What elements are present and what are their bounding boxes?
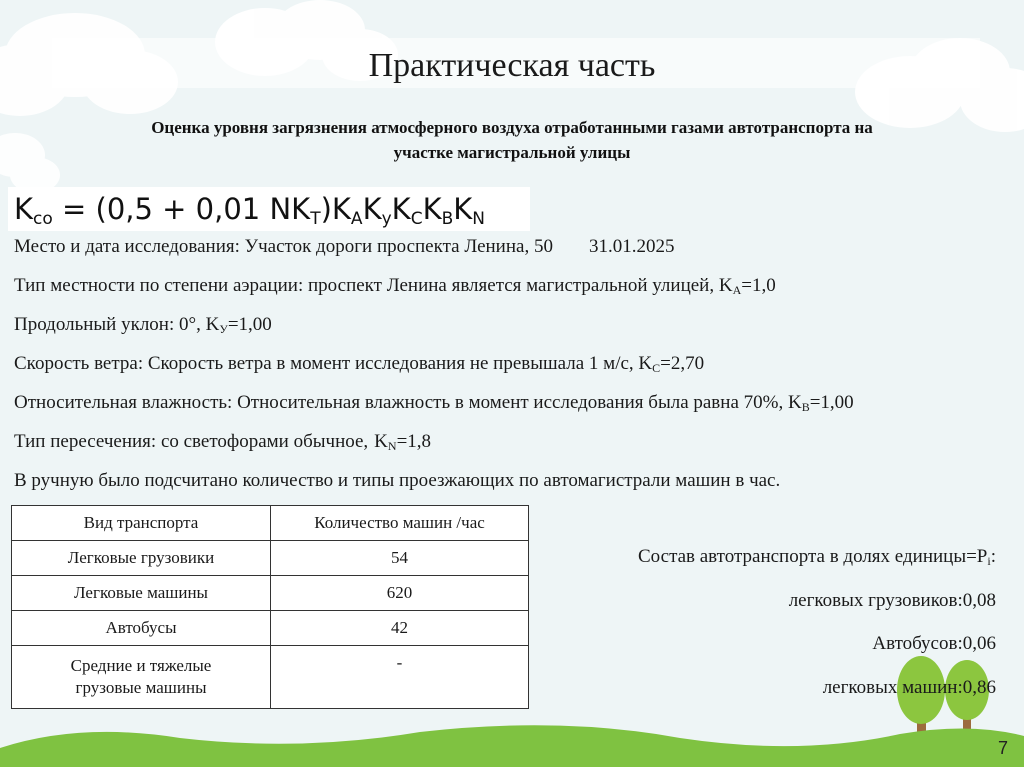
crossing-line: [14, 430, 431, 458]
cell-vehicle-type: Легковые машины: [12, 576, 271, 611]
formula-kt-sub: T: [310, 209, 321, 229]
terrain-text: Тип местности по степени аэрации: проспект Ленина является магистральной улицей, K: [14, 275, 733, 296]
formula-kn-sub: N: [472, 209, 486, 229]
formula-k: K: [14, 192, 34, 226]
slide-title: Практическая часть: [368, 47, 656, 84]
cell-vehicle-type-line-1: Средние и тяжелые: [70, 656, 212, 675]
terrain-line: [14, 274, 776, 302]
formula-k4: K: [422, 192, 442, 226]
subtitle-line-2: участке магистральной улицы: [393, 143, 631, 162]
cell-vehicle-type: Автобусы: [12, 611, 271, 646]
header-vehicle-type: Вид транспорта: [12, 506, 271, 541]
wind-text: Скорость ветра: Скорость ветра в момент исследования не превышала 1 м/с, K: [14, 353, 653, 374]
composition-heading-sub: i: [987, 554, 991, 568]
kco-formula: [8, 187, 530, 231]
formula-k2: K: [362, 192, 382, 226]
date-text: 31.01.2025: [588, 236, 675, 257]
cell-vehicle-type: [12, 646, 271, 709]
composition-cars: легковых машин:0,86: [822, 677, 996, 698]
composition-buses: Автобусов:0,06: [872, 633, 996, 654]
slope-line: [14, 313, 272, 341]
formula-expression: = (0,5 + 0,01 NK: [52, 192, 311, 226]
formula-kc-sub: C: [410, 209, 423, 229]
table-header-row: [12, 506, 529, 541]
formula-k5: K: [453, 192, 473, 226]
crossing-value: =1,8: [396, 431, 432, 452]
formula-close: )K: [320, 192, 351, 226]
terrain-value: =1,0: [741, 275, 776, 296]
cell-count: 620: [271, 576, 529, 611]
formula-co-sub: co: [33, 209, 53, 229]
humidity-line: [14, 391, 854, 419]
composition-heading-text: Состав автотранспорта в долях единицы=P: [637, 546, 988, 567]
page-number: 7: [997, 738, 1008, 758]
formula-k3: K: [391, 192, 411, 226]
subtitle-line-1: Оценка уровня загрязнения атмосферного воздуха отработанными газами автотранспорта на: [151, 118, 873, 137]
crossing-sub: N: [387, 439, 397, 453]
cell-count: -: [271, 646, 529, 709]
wind-sub: C: [652, 361, 661, 375]
cell-count: 42: [271, 611, 529, 646]
wind-value: =2,70: [660, 353, 705, 374]
place-date-line: [14, 235, 674, 259]
table-row: [12, 611, 529, 646]
cell-vehicle-type: Легковые грузовики: [12, 541, 271, 576]
cell-vehicle-type-line-2: грузовые машины: [75, 678, 207, 697]
composition-heading-end: :: [990, 546, 996, 567]
humidity-sub: B: [801, 400, 810, 414]
crossing-text: Тип пересечения: со светофорами обычное,: [14, 431, 369, 452]
humidity-value: =1,00: [809, 392, 854, 413]
formula-ky-sub: y: [381, 209, 392, 229]
slope-sub: У: [219, 322, 228, 336]
transport-table: [11, 505, 529, 709]
place-text: Место и дата исследования: Участок дороги проспекта Ленина, 50: [14, 236, 553, 257]
table-row: [12, 541, 529, 576]
wind-line: [14, 352, 704, 380]
slope-value: =1,00: [227, 314, 272, 335]
composition-heading: [638, 545, 996, 573]
terrain-sub: A: [732, 283, 742, 297]
humidity-text: Относительная влажность: Относительная влажность в момент исследования была равна 70%, K: [14, 392, 802, 413]
manual-count-line: В ручную было подсчитано количество и типы проезжающих по автомагистрали машин в час.: [14, 470, 781, 491]
formula-ka-sub: A: [350, 209, 363, 229]
slide-subtitle: [30, 115, 994, 165]
grass-strip: [0, 725, 1024, 767]
formula-kb-sub: B: [441, 209, 454, 229]
crossing-k: K: [374, 431, 388, 452]
cell-count: 54: [271, 541, 529, 576]
slope-text: Продольный уклон: 0°, K: [14, 314, 220, 335]
table-row: [12, 646, 529, 709]
composition-trucks: легковых грузовиков:0,08: [788, 590, 996, 611]
header-count: Количество машин /час: [271, 506, 529, 541]
table-row: [12, 576, 529, 611]
